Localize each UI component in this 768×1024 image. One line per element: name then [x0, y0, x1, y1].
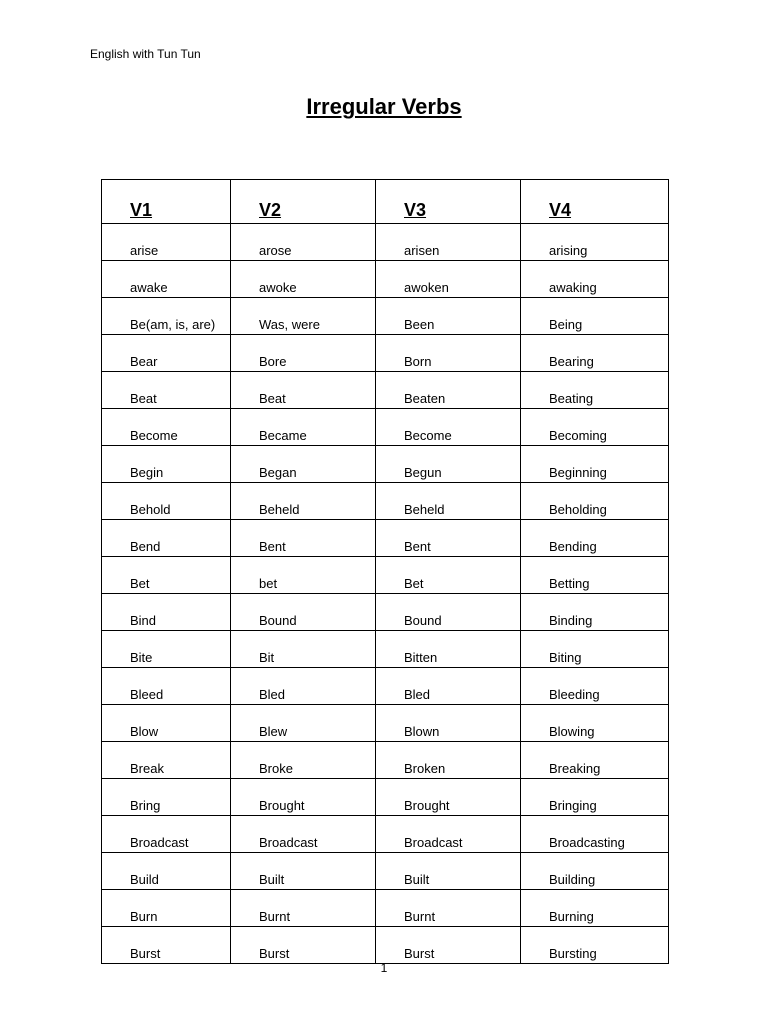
table-row [102, 483, 669, 520]
table-cell-v1: Beat [102, 372, 231, 409]
table-cell-v4: Bleeding [521, 668, 669, 705]
table-cell-v2: Broke [231, 742, 376, 779]
table-cell-v4: Building [521, 853, 669, 890]
table-cell-v3: awoken [376, 261, 521, 298]
table-cell-v2: Blew [231, 705, 376, 742]
table-cell-v2: Broadcast [231, 816, 376, 853]
table-row [102, 372, 669, 409]
table-cell-v1: arise [102, 224, 231, 261]
table-row [102, 557, 669, 594]
table-cell-v3: Become [376, 409, 521, 446]
table-row [102, 816, 669, 853]
table-cell-v3: Beheld [376, 483, 521, 520]
column-header-v1: V1 [102, 180, 231, 224]
table-cell-v3: Beaten [376, 372, 521, 409]
table-cell-v2: arose [231, 224, 376, 261]
table-cell-v2: Burst [231, 927, 376, 964]
table-cell-v1: Begin [102, 446, 231, 483]
table-cell-v4: Broadcasting [521, 816, 669, 853]
table-cell-v1: Build [102, 853, 231, 890]
table-cell-v2: Bled [231, 668, 376, 705]
page-header: English with Tun Tun [90, 47, 201, 61]
table-body [102, 224, 669, 964]
table-cell-v1: Burst [102, 927, 231, 964]
table-cell-v1: Burn [102, 890, 231, 927]
table-cell-v3: Burst [376, 927, 521, 964]
table-cell-v4: Bending [521, 520, 669, 557]
table-cell-v2: Bound [231, 594, 376, 631]
table-row [102, 594, 669, 631]
table-cell-v4: Blowing [521, 705, 669, 742]
table-cell-v1: Bind [102, 594, 231, 631]
table-cell-v4: Burning [521, 890, 669, 927]
table-cell-v4: Bringing [521, 779, 669, 816]
table-cell-v4: Beholding [521, 483, 669, 520]
table-row [102, 335, 669, 372]
table-cell-v2: awoke [231, 261, 376, 298]
table-cell-v3: Built [376, 853, 521, 890]
table-cell-v4: Being [521, 298, 669, 335]
table-cell-v2: Burnt [231, 890, 376, 927]
table-cell-v4: Binding [521, 594, 669, 631]
table-cell-v1: Bring [102, 779, 231, 816]
table-row [102, 520, 669, 557]
table-cell-v1: Behold [102, 483, 231, 520]
table-cell-v1: Bite [102, 631, 231, 668]
table-cell-v2: Began [231, 446, 376, 483]
table-cell-v3: Born [376, 335, 521, 372]
table-cell-v1: Broadcast [102, 816, 231, 853]
table-cell-v4: awaking [521, 261, 669, 298]
table-row [102, 631, 669, 668]
page-number: 1 [380, 961, 388, 975]
table-cell-v3: arisen [376, 224, 521, 261]
table-cell-v2: Became [231, 409, 376, 446]
page-title: Irregular Verbs [306, 94, 462, 119]
table-cell-v3: Bitten [376, 631, 521, 668]
table-cell-v3: Broken [376, 742, 521, 779]
table-cell-v2: Built [231, 853, 376, 890]
table-cell-v2: Bit [231, 631, 376, 668]
table-cell-v2: Bent [231, 520, 376, 557]
table-cell-v3: Been [376, 298, 521, 335]
table-cell-v2: Beheld [231, 483, 376, 520]
table-row [102, 261, 669, 298]
table-cell-v1: Become [102, 409, 231, 446]
table-cell-v1: Bet [102, 557, 231, 594]
table-cell-v4: Biting [521, 631, 669, 668]
table-row [102, 779, 669, 816]
column-header-v2: V2 [231, 180, 376, 224]
table-cell-v3: Blown [376, 705, 521, 742]
column-header-v3: V3 [376, 180, 521, 224]
irregular-verbs-table [101, 179, 669, 964]
table-row [102, 224, 669, 261]
table-row [102, 668, 669, 705]
table-cell-v1: awake [102, 261, 231, 298]
table-row [102, 890, 669, 927]
table-cell-v3: Brought [376, 779, 521, 816]
table-row [102, 705, 669, 742]
table-cell-v1: Bleed [102, 668, 231, 705]
table-cell-v1: Be(am, is, are) [102, 298, 231, 335]
table-cell-v4: Breaking [521, 742, 669, 779]
table-cell-v1: Blow [102, 705, 231, 742]
table-cell-v1: Break [102, 742, 231, 779]
table-cell-v3: Burnt [376, 890, 521, 927]
table-row [102, 409, 669, 446]
table-cell-v2: bet [231, 557, 376, 594]
table-cell-v2: Beat [231, 372, 376, 409]
table-cell-v2: Was, were [231, 298, 376, 335]
column-header-v4: V4 [521, 180, 669, 224]
table-cell-v4: Bursting [521, 927, 669, 964]
table-cell-v4: Beginning [521, 446, 669, 483]
table-cell-v2: Brought [231, 779, 376, 816]
table-cell-v3: Bet [376, 557, 521, 594]
table-cell-v4: Becoming [521, 409, 669, 446]
table-cell-v3: Bound [376, 594, 521, 631]
table-cell-v4: arising [521, 224, 669, 261]
table-cell-v3: Bled [376, 668, 521, 705]
table-cell-v1: Bear [102, 335, 231, 372]
table-row [102, 927, 669, 964]
table-cell-v2: Bore [231, 335, 376, 372]
table-row [102, 742, 669, 779]
table-row [102, 853, 669, 890]
table-header-row [102, 180, 669, 224]
table-cell-v4: Betting [521, 557, 669, 594]
table-cell-v3: Bent [376, 520, 521, 557]
table-row [102, 446, 669, 483]
table-cell-v3: Broadcast [376, 816, 521, 853]
table-cell-v4: Beating [521, 372, 669, 409]
table-row [102, 298, 669, 335]
table-cell-v1: Bend [102, 520, 231, 557]
table-cell-v4: Bearing [521, 335, 669, 372]
table-cell-v3: Begun [376, 446, 521, 483]
